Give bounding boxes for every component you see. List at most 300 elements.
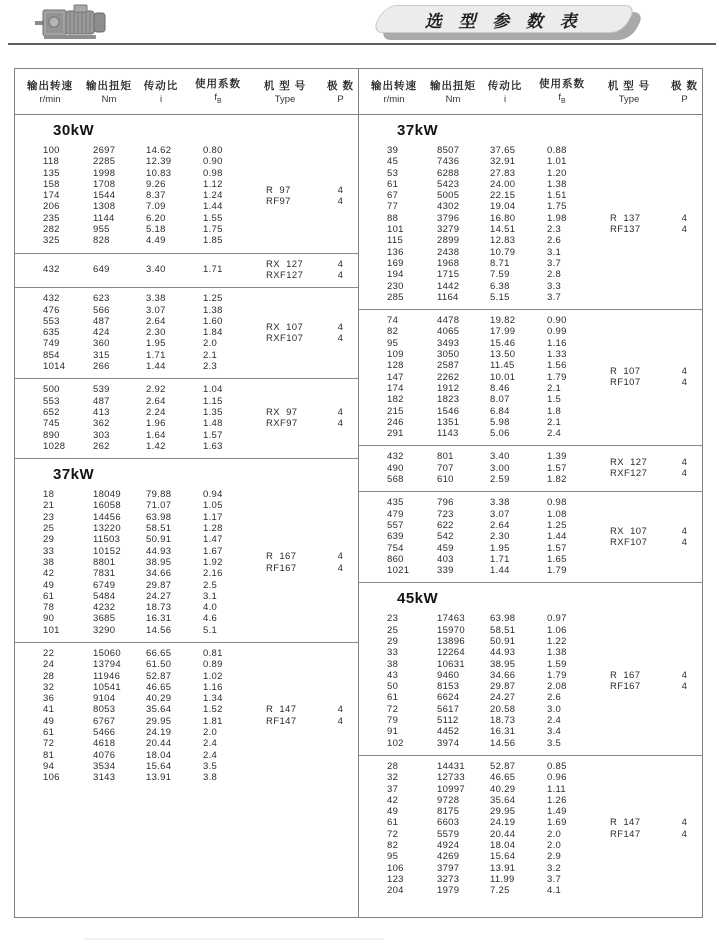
- table-cell: 44.93: [146, 545, 172, 557]
- column-header-zh: 机 型 号: [607, 80, 651, 92]
- table-cell: 61: [43, 590, 55, 602]
- table-cell: 1.85: [203, 235, 223, 247]
- table-cell: 2.59: [490, 474, 510, 486]
- table-cell: 5.18: [146, 224, 166, 236]
- table-cell: 754: [387, 542, 404, 554]
- table-cell: 13.91: [146, 772, 172, 784]
- table-cell: 100: [43, 145, 60, 156]
- table-cell: 5617: [437, 703, 460, 715]
- table-cell: 955: [93, 224, 110, 236]
- type-label: R 147: [610, 817, 641, 829]
- table-cell: 1.96: [146, 418, 166, 430]
- table-cell: 9728: [437, 794, 460, 806]
- table-cell: 2.8: [547, 269, 562, 281]
- table-cell: 1.56: [547, 360, 567, 372]
- table-block: [359, 445, 702, 491]
- table-cell: 2.08: [547, 681, 567, 693]
- table-cell: 1.57: [203, 429, 223, 441]
- table-cell: 1.71: [146, 349, 166, 361]
- table-cell: 1.22: [547, 635, 567, 647]
- table-cell: 206: [43, 201, 60, 213]
- poles-value: 4: [681, 828, 688, 840]
- table-cell: 1.57: [547, 462, 567, 474]
- table-cell: 3796: [437, 212, 460, 224]
- table-cell: 24.19: [490, 817, 516, 829]
- power-section-37kW: [359, 115, 702, 582]
- table-block: [15, 140, 358, 253]
- table-cell: 23: [387, 613, 399, 625]
- table-cell: 1164: [437, 291, 459, 303]
- column-header-2: [429, 79, 477, 106]
- table-cell: 13.91: [490, 862, 516, 874]
- table-cell: 1.15: [203, 395, 223, 407]
- table-cell: 3685: [93, 613, 116, 625]
- table-cell: 95: [387, 851, 399, 863]
- table-cell: 3.38: [146, 293, 166, 305]
- table-cell: 61: [387, 817, 399, 829]
- table-cell: 72: [387, 828, 399, 840]
- type-label: R 167: [266, 551, 297, 563]
- table-cell: 25: [43, 523, 55, 535]
- table-cell: 88: [387, 212, 399, 224]
- table-cell: 1.8: [547, 405, 562, 417]
- table-cell: 0.81: [203, 647, 223, 659]
- table-cell: 147: [387, 371, 404, 383]
- table-cell: 2899: [437, 235, 460, 247]
- table-cell: 2.30: [490, 531, 510, 543]
- table-block: [359, 491, 702, 582]
- poles-cell: [667, 670, 702, 693]
- table-cell: 10541: [93, 681, 121, 693]
- table-cell: 13.50: [490, 349, 516, 361]
- table-cell: 63.98: [146, 511, 172, 523]
- table-cell: 182: [387, 394, 404, 406]
- table-cell: 24: [43, 659, 55, 671]
- table-cell: 3.07: [490, 508, 510, 520]
- table-cell: 0.96: [547, 772, 567, 784]
- table-cell: 432: [43, 293, 60, 305]
- table-cell: 860: [387, 553, 404, 565]
- table-cell: 2.6: [547, 692, 562, 704]
- poles-cell: [323, 704, 358, 727]
- table-cell: 0.97: [547, 613, 567, 625]
- table-cell: 1.69: [547, 817, 567, 829]
- table-right-half: [359, 69, 702, 917]
- table-cell: 33: [43, 545, 55, 557]
- poles-value: 4: [337, 551, 344, 563]
- table-cell: 1.57: [547, 542, 567, 554]
- header-divider-line: [8, 43, 716, 45]
- table-cell: 12733: [437, 772, 465, 784]
- table-cell: 19.82: [490, 315, 516, 327]
- poles-value: 4: [681, 365, 688, 377]
- table-cell: 118: [43, 156, 60, 168]
- table-cell: 490: [387, 462, 404, 474]
- table-cell: 8.71: [490, 257, 510, 269]
- table-cell: 424: [93, 327, 110, 339]
- table-cell: 10152: [93, 545, 121, 557]
- column-header-zh: 极 数: [327, 80, 354, 92]
- poles-cell: [323, 551, 358, 574]
- table-cell: 19.04: [490, 201, 516, 213]
- column-header-zh: 使用系数: [539, 78, 585, 91]
- table-cell: 16.31: [146, 613, 172, 625]
- type-cell: [247, 322, 323, 345]
- table-cell: 360: [93, 338, 110, 350]
- table-cell: 479: [387, 508, 404, 520]
- poles-cell: [667, 817, 702, 840]
- table-cell: 44.93: [490, 647, 516, 659]
- table-cell: 169: [387, 257, 404, 269]
- table-cell: 13896: [437, 635, 465, 647]
- column-header-en: Type: [274, 94, 296, 105]
- table-cell: 17.99: [490, 326, 516, 338]
- gear-motor-image: [34, 2, 112, 44]
- table-cell: 21: [43, 500, 55, 512]
- table-cell: 707: [437, 462, 454, 474]
- table-cell: 0.98: [203, 167, 223, 179]
- table-cell: 1708: [93, 178, 116, 190]
- table-cell: 487: [93, 315, 110, 327]
- column-header-en: r/min: [39, 94, 61, 105]
- table-cell: 1.44: [146, 361, 166, 373]
- table-cell: 22: [43, 647, 55, 659]
- table-cell: 487: [93, 395, 110, 407]
- poles-value: 4: [337, 406, 344, 418]
- table-cell: 7.59: [490, 269, 510, 281]
- table-cell: 325: [43, 235, 60, 247]
- table-cell: 1.52: [203, 704, 223, 716]
- table-cell: 135: [43, 167, 60, 179]
- table-cell: 8.07: [490, 394, 510, 406]
- table-cell: 1715: [437, 269, 460, 281]
- table-cell: 2.1: [547, 416, 562, 428]
- table-cell: 1.65: [547, 553, 567, 565]
- table-cell: 1.04: [203, 384, 223, 396]
- poles-value: 4: [337, 562, 344, 574]
- column-header-4: [533, 77, 591, 108]
- table-cell: 2.30: [146, 327, 166, 339]
- table-cell: 1144: [93, 212, 115, 224]
- table-cell: 5005: [437, 190, 460, 202]
- table-cell: 49: [43, 579, 55, 591]
- table-cell: 18049: [93, 489, 121, 501]
- table-cell: 649: [93, 264, 110, 276]
- table-cell: 1912: [437, 382, 460, 394]
- table-cell: 8053: [93, 704, 116, 716]
- table-cell: 7831: [93, 568, 116, 580]
- column-header-en: r/min: [383, 94, 405, 105]
- table-cell: 82: [387, 840, 399, 852]
- poles-value: 4: [681, 212, 688, 224]
- poles-value: 4: [337, 332, 344, 344]
- poles-value: 4: [337, 184, 344, 196]
- table-cell: 36: [43, 693, 55, 705]
- table-cell: 32: [43, 681, 55, 693]
- table-cell: 1.38: [547, 647, 567, 659]
- table-cell: 1.26: [547, 794, 567, 806]
- table-cell: 22.15: [490, 190, 516, 202]
- table-cell: 1.98: [547, 212, 567, 224]
- table-cell: 1.63: [203, 440, 223, 452]
- table-cell: 16058: [93, 500, 121, 512]
- column-header-3: [477, 79, 533, 106]
- table-cell: 3797: [437, 862, 460, 874]
- table-cell: 2285: [93, 156, 116, 168]
- table-cell: 291: [387, 428, 404, 440]
- table-cell: 1.5: [547, 394, 562, 406]
- table-cell: 6.84: [490, 405, 510, 417]
- table-cell: 6624: [437, 692, 460, 704]
- type-label: RXF107: [266, 332, 304, 344]
- table-cell: 266: [93, 361, 110, 373]
- table-cell: 16.31: [490, 726, 516, 738]
- table-cell: 1.44: [203, 201, 223, 213]
- type-label: RX 127: [610, 457, 648, 469]
- table-cell: 1.79: [547, 565, 567, 577]
- table-cell: 27.83: [490, 167, 516, 179]
- column-header-zh: 传动比: [143, 80, 179, 92]
- table-cell: 14431: [437, 760, 465, 772]
- table-cell: 4924: [437, 840, 460, 852]
- table-cell: 5466: [93, 727, 116, 739]
- table-cell: 79: [387, 715, 399, 727]
- table-cell: 14.51: [490, 224, 516, 236]
- table-cell: 1.02: [203, 670, 223, 682]
- section-title: 37kW: [397, 122, 439, 139]
- table-left-half: [15, 69, 359, 917]
- table-cell: 102: [387, 737, 404, 749]
- table-cell: 1014: [43, 361, 66, 373]
- table-cell: 7.09: [146, 201, 166, 213]
- column-header-6: [667, 79, 702, 106]
- type-label: R 167: [610, 669, 641, 681]
- type-cell: [591, 457, 667, 480]
- table-cell: 1.08: [547, 508, 567, 520]
- column-header-en: Type: [618, 94, 640, 105]
- table-cell: 46.65: [146, 681, 172, 693]
- table-cell: 3.1: [547, 246, 562, 258]
- table-cell: 58.51: [146, 523, 172, 535]
- table-cell: 3.7: [547, 291, 562, 303]
- table-cell: 101: [43, 624, 60, 636]
- table-cell: 38: [43, 556, 55, 568]
- column-header-6: [323, 79, 358, 106]
- table-cell: 106: [387, 862, 404, 874]
- poles-value: 4: [337, 715, 344, 727]
- table-cell: 33: [387, 647, 399, 659]
- table-cell: 2.4: [547, 428, 562, 440]
- table-cell: 123: [387, 873, 404, 885]
- poles-value: 4: [681, 681, 688, 693]
- table-cell: 8.46: [490, 382, 510, 394]
- table-cell: 500: [43, 384, 60, 396]
- column-header-en: P: [681, 94, 688, 105]
- table-cell: 1028: [43, 440, 66, 452]
- table-cell: 2.16: [203, 568, 223, 580]
- table-block: [359, 140, 702, 309]
- table-cell: 3.38: [490, 497, 510, 509]
- table-cell: 1.34: [203, 693, 223, 705]
- table-cell: 539: [93, 384, 110, 396]
- table-cell: 2697: [93, 145, 116, 156]
- table-cell: 38: [387, 658, 399, 670]
- table-cell: 13220: [93, 523, 121, 535]
- table-cell: 61: [43, 727, 55, 739]
- table-cell: 828: [93, 235, 110, 247]
- table-cell: 2.24: [146, 406, 166, 418]
- type-label: R 137: [610, 212, 641, 224]
- table-cell: 24.19: [146, 727, 172, 739]
- table-cell: 0.98: [547, 497, 567, 509]
- table-cell: 72: [387, 703, 399, 715]
- table-cell: 3.7: [547, 873, 562, 885]
- table-cell: 1.47: [203, 534, 223, 546]
- type-cell: [591, 366, 667, 389]
- table-cell: 5484: [93, 590, 116, 602]
- poles-cell: [667, 526, 702, 549]
- table-cell: 17463: [437, 613, 465, 625]
- table-cell: 194: [387, 269, 404, 281]
- poles-value: 4: [681, 377, 688, 389]
- table-cell: 15970: [437, 624, 465, 636]
- type-cell: [247, 551, 323, 574]
- column-header-zh: 传动比: [487, 80, 523, 92]
- table-cell: 459: [437, 542, 454, 554]
- table-cell: 1.55: [203, 212, 223, 224]
- table-cell: 1.28: [203, 523, 223, 535]
- table-cell: 1.64: [146, 429, 166, 441]
- type-label: RF147: [610, 828, 641, 840]
- column-header-1: [359, 79, 429, 106]
- table-cell: 4.6: [203, 613, 218, 625]
- table-cell: 1.71: [203, 264, 223, 276]
- table-cell: 745: [43, 418, 60, 430]
- table-block: [359, 755, 702, 903]
- table-cell: 0.94: [203, 489, 223, 501]
- table-cell: 15.64: [146, 760, 172, 772]
- table-cell: 18.73: [146, 602, 172, 614]
- table-cell: 1.17: [203, 511, 223, 523]
- table-cell: 1351: [437, 416, 460, 428]
- type-label: RF137: [610, 224, 641, 236]
- table-cell: 2.64: [146, 395, 166, 407]
- table-cell: 4232: [93, 602, 116, 614]
- table-cell: 3273: [437, 873, 460, 885]
- type-cell: [247, 407, 323, 430]
- table-cell: 1.49: [547, 806, 567, 818]
- table-cell: 72: [43, 738, 55, 750]
- table-cell: 6.20: [146, 212, 166, 224]
- table-cell: 2.1: [203, 349, 218, 361]
- table-cell: 18.73: [490, 715, 516, 727]
- table-cell: 622: [437, 519, 454, 531]
- table-cell: 5579: [437, 828, 460, 840]
- table-cell: 20.58: [490, 703, 516, 715]
- column-header-en: Nm: [101, 94, 117, 105]
- table-cell: 10997: [437, 783, 465, 795]
- poles-value: 4: [337, 258, 344, 270]
- table-cell: 1.33: [547, 349, 567, 361]
- table-cell: 215: [387, 405, 404, 417]
- table-cell: 6288: [437, 167, 460, 179]
- table-cell: 566: [93, 304, 110, 316]
- table-cell: 3974: [437, 737, 460, 749]
- table-cell: 0.85: [547, 760, 567, 772]
- table-cell: 41: [43, 704, 55, 716]
- type-cell: [247, 259, 323, 282]
- table-cell: 8507: [437, 145, 460, 156]
- table-cell: 28: [43, 670, 55, 682]
- table-cell: 12.83: [490, 235, 516, 247]
- table-cell: 432: [43, 264, 60, 276]
- table-block: [15, 253, 358, 288]
- table-cell: 2.3: [203, 361, 218, 373]
- table-cell: 24.00: [490, 178, 516, 190]
- type-label: RX 107: [610, 525, 648, 537]
- table-cell: 2.0: [203, 338, 218, 350]
- table-cell: 639: [387, 531, 404, 543]
- table-cell: 1021: [387, 565, 410, 577]
- table-cell: 5112: [437, 715, 459, 727]
- table-cell: 204: [387, 885, 404, 897]
- poles-cell: [323, 185, 358, 208]
- table-cell: 3.40: [146, 264, 166, 276]
- table-cell: 1.44: [547, 531, 567, 543]
- table-cell: 303: [93, 429, 110, 441]
- table-cell: 43: [387, 669, 399, 681]
- section-title: 37kW: [15, 458, 358, 484]
- footer-faint-mark: [84, 938, 384, 940]
- table-cell: 79.88: [146, 489, 172, 501]
- type-label: RX 127: [266, 258, 304, 270]
- table-cell: 42: [387, 794, 399, 806]
- table-cell: 18.04: [490, 840, 516, 852]
- table-cell: 1.79: [547, 371, 567, 383]
- type-label: RF147: [266, 715, 297, 727]
- column-header-en: $f_B$: [558, 92, 566, 105]
- table-cell: 1.48: [203, 418, 223, 430]
- column-header-5: [591, 79, 667, 106]
- table-cell: 1.51: [547, 190, 567, 202]
- type-cell: [591, 670, 667, 693]
- column-header-zh: 极 数: [671, 80, 698, 92]
- table-cell: 13794: [93, 659, 121, 671]
- table-cell: 5.98: [490, 416, 510, 428]
- table-cell: 90: [43, 613, 55, 625]
- table-cell: 413: [93, 406, 110, 418]
- type-label: RX 97: [266, 406, 298, 418]
- table-cell: 635: [43, 327, 60, 339]
- table-cell: 67: [387, 190, 399, 202]
- table-cell: 50.91: [490, 635, 516, 647]
- table-cell: 14.56: [490, 737, 516, 749]
- table-cell: 10.83: [146, 167, 172, 179]
- table-cell: 1.06: [547, 624, 567, 636]
- table-cell: 0.89: [203, 659, 223, 671]
- table-cell: 32: [387, 772, 399, 784]
- column-header-2: [85, 79, 133, 106]
- table-cell: 8153: [437, 681, 460, 693]
- column-header-5: [247, 79, 323, 106]
- table-cell: 77: [387, 201, 399, 213]
- table-cell: 35.64: [490, 794, 516, 806]
- table-cell: 1.35: [203, 406, 223, 418]
- table-cell: 2.64: [146, 315, 166, 327]
- table-cell: 2.6: [547, 235, 562, 247]
- table-cell: 2.0: [547, 828, 562, 840]
- table-cell: 1998: [93, 167, 116, 179]
